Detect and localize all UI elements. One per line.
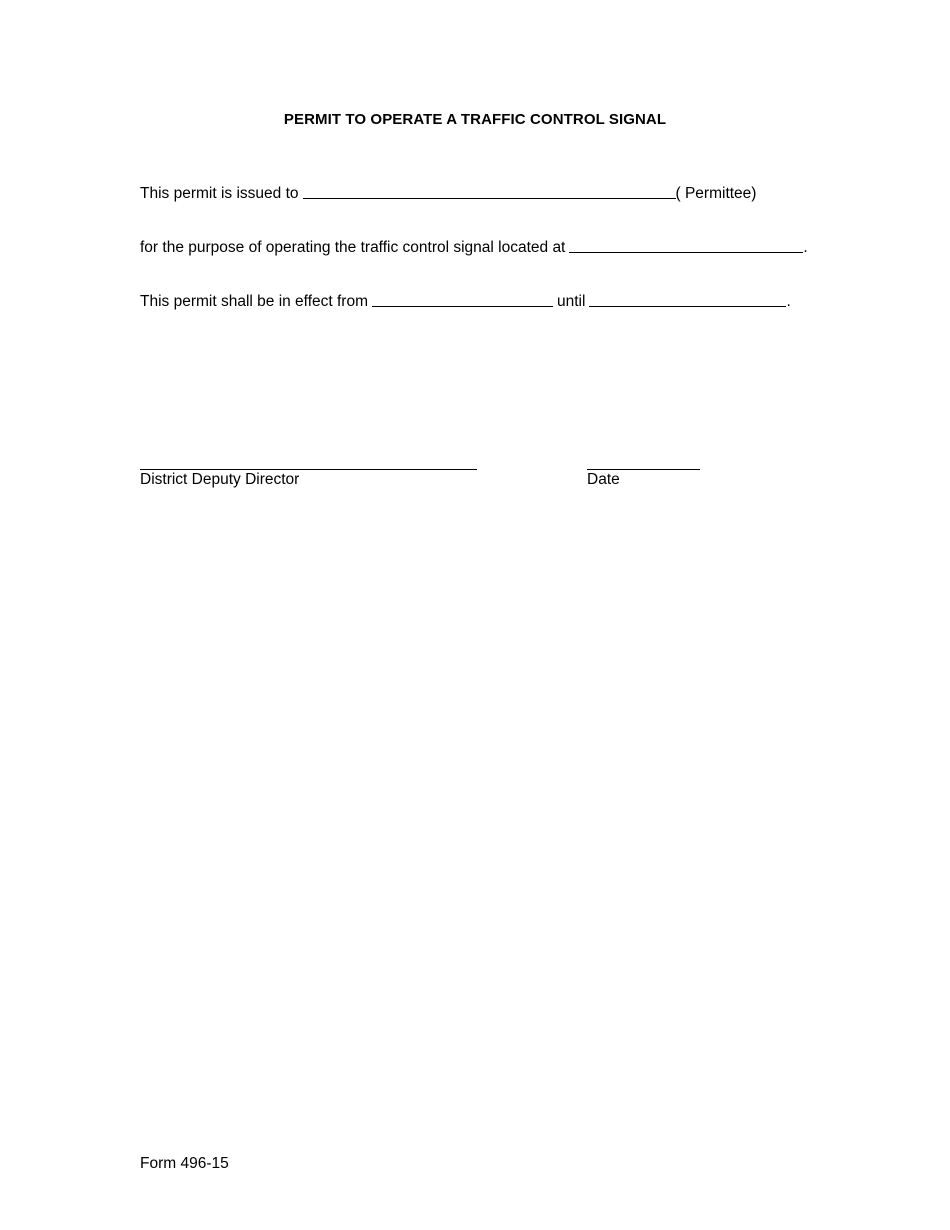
effective-until-blank[interactable] bbox=[589, 292, 786, 307]
director-signature-line[interactable] bbox=[140, 469, 477, 470]
permittee-line bbox=[140, 183, 756, 203]
location-line bbox=[140, 237, 808, 257]
page-title: PERMIT TO OPERATE A TRAFFIC CONTROL SIGNAL bbox=[283, 111, 667, 128]
permittee-suffix: ( Permittee) bbox=[675, 185, 757, 202]
form-number: Form 496-15 bbox=[140, 1155, 229, 1172]
permittee-blank[interactable] bbox=[303, 184, 676, 199]
location-suffix: . bbox=[803, 239, 808, 256]
effective-until-word: until bbox=[557, 293, 586, 310]
date-label: Date bbox=[587, 471, 620, 488]
permittee-prefix: This permit is issued to bbox=[140, 185, 299, 202]
location-blank[interactable] bbox=[569, 238, 803, 253]
effective-from-blank[interactable] bbox=[372, 292, 553, 307]
effective-period-line bbox=[140, 291, 791, 311]
date-signature-line[interactable] bbox=[587, 469, 700, 470]
effective-suffix: . bbox=[786, 293, 791, 310]
location-prefix: for the purpose of operating the traffic control signal located at bbox=[140, 239, 566, 256]
director-label: District Deputy Director bbox=[140, 471, 300, 488]
effective-prefix: This permit shall be in effect from bbox=[140, 293, 368, 310]
